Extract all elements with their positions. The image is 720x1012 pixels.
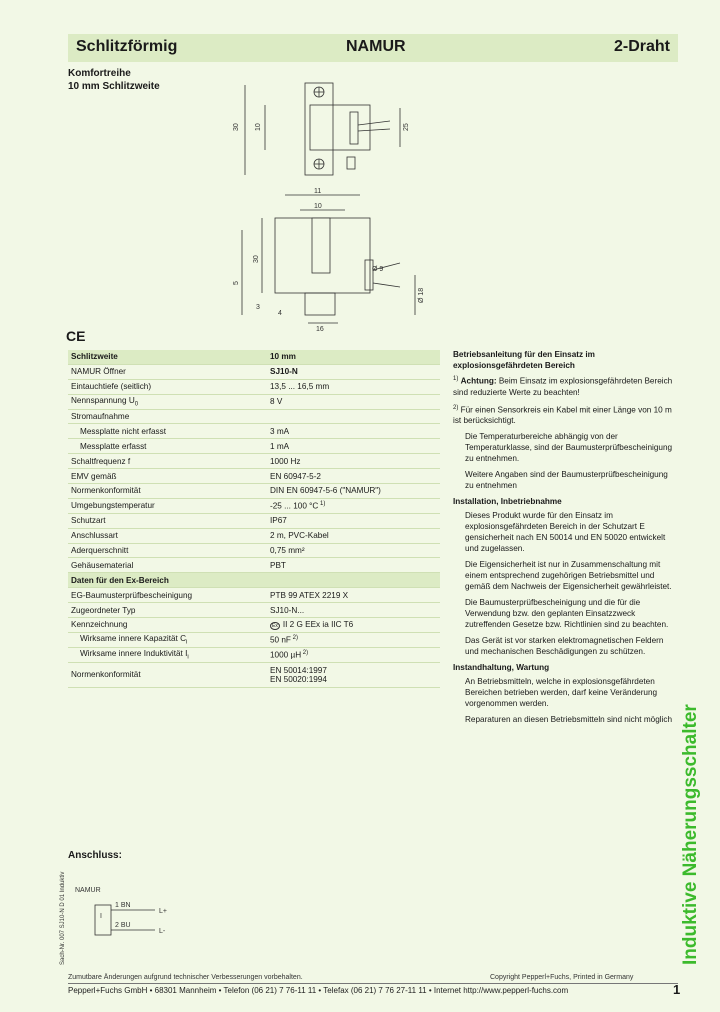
paragraph-6: Das Gerät ist vor starken elektromagnetischen Feldern und mechanischen Beschädigungen zu schützen. xyxy=(465,636,664,657)
dim-4: 4 xyxy=(278,310,282,317)
spec-label xyxy=(68,513,267,528)
spec-label-text: Zugeordneter Typ xyxy=(71,605,136,615)
spec-value-text: SJ10-N... xyxy=(270,605,305,615)
maintenance-heading: Instandhaltung, Wartung xyxy=(453,663,550,673)
spec-label xyxy=(68,424,267,439)
spec-label xyxy=(68,588,267,603)
spec-value xyxy=(267,543,440,558)
spec-label-text: NAMUR Öffner xyxy=(71,367,126,377)
spec-value xyxy=(267,573,440,588)
dim-16: 16 xyxy=(316,326,324,333)
spec-value xyxy=(267,454,440,469)
spec-value xyxy=(267,350,440,364)
spec-value-text: 2 m, PVC-Kabel xyxy=(270,531,329,541)
spec-label-sub: 0 xyxy=(134,401,139,408)
spec-label xyxy=(68,394,267,409)
footnote-1-bold: Achtung: xyxy=(460,376,497,386)
spec-row xyxy=(68,647,440,662)
spec-label xyxy=(68,603,267,618)
spec-value xyxy=(267,647,440,662)
spec-value-text: PBT xyxy=(270,560,286,570)
spec-label-text: Anschlussart xyxy=(71,531,118,541)
spec-row xyxy=(68,484,440,499)
dim-5: 5 xyxy=(233,281,240,285)
spec-value-text: EN 60947-5-2 xyxy=(270,471,321,481)
spec-label-text: Schaltfrequenz f xyxy=(71,456,131,466)
dim-10a: 10 xyxy=(255,123,262,131)
spec-table xyxy=(68,350,440,688)
spec-label-text: Messplatte nicht erfasst xyxy=(80,426,167,436)
spec-value-text: 1000 µH xyxy=(270,650,302,660)
dim-25: 25 xyxy=(403,123,410,131)
spec-row xyxy=(68,632,440,647)
spec-row xyxy=(68,469,440,484)
spec-row xyxy=(68,409,440,424)
spec-row xyxy=(68,439,440,454)
paragraph-1: Die Temperaturbereiche abhängig von der Temperaturklasse, sind der Baumusterprüfbescheinigung zu entnehmen. xyxy=(465,432,673,464)
spec-label-text: Umgebungstemperatur xyxy=(71,501,155,511)
sidebar-category: Induktive Näherungsschalter xyxy=(680,704,701,965)
dim-3: 3 xyxy=(256,304,260,311)
operating-instructions xyxy=(453,347,673,730)
ce-mark: CE xyxy=(66,328,86,344)
spec-label-text: Schlitzweite xyxy=(71,352,118,362)
spec-label-sub: i xyxy=(186,639,188,646)
spec-value-text: EN 50014:1997 xyxy=(270,665,327,675)
spec-label-text: Normenkonformität xyxy=(71,670,141,680)
spec-label xyxy=(68,662,267,687)
spec-value-text: 8 V xyxy=(270,397,283,407)
spec-value-text: 10 mm xyxy=(270,352,296,362)
header-left: Schlitzförmig xyxy=(76,38,178,55)
spec-label-sub: i xyxy=(187,654,189,661)
dim-30: 30 xyxy=(233,123,240,131)
spec-value xyxy=(267,618,440,633)
spec-row xyxy=(68,603,440,618)
footnote-1-text: Beim Einsatz im explosionsgefährdeten Bereich sind reduzierte Werte zu beachten! xyxy=(453,376,673,397)
spec-label-text: Aderquerschnitt xyxy=(71,546,129,556)
spec-label xyxy=(68,573,267,588)
spec-label xyxy=(68,439,267,454)
header-center: NAMUR xyxy=(346,38,406,55)
spec-label xyxy=(68,484,267,499)
paragraph-2: Weitere Angaben sind der Baumusterprüfbescheinigung zu entnehmen xyxy=(465,470,668,491)
dim-11: 11 xyxy=(314,188,322,195)
spec-value-text: DIN EN 60947-5-6 ("NAMUR") xyxy=(270,486,381,496)
wire-bu: 2 BU xyxy=(115,922,131,929)
connection-title: Anschluss: xyxy=(68,850,122,861)
footnote-2 xyxy=(453,403,673,427)
spec-label xyxy=(68,379,267,394)
spec-label-text: Daten für den Ex-Bereich xyxy=(71,575,169,585)
spec-value-text: 1000 Hz xyxy=(270,456,301,466)
spec-label-text: EG-Baumusterprüfbescheinigung xyxy=(71,590,193,600)
spec-value xyxy=(267,469,440,484)
footnote-1-num: 1) xyxy=(453,376,459,382)
spec-label-text: Gehäusematerial xyxy=(71,560,134,570)
spec-label-text: Kennzeichnung xyxy=(71,620,128,630)
spec-row xyxy=(68,662,440,687)
spec-value xyxy=(267,409,440,424)
spec-value xyxy=(267,528,440,543)
subtitle xyxy=(68,67,160,93)
spec-row xyxy=(68,454,440,469)
spec-label-text: EMV gemäß xyxy=(71,471,117,481)
spec-row xyxy=(68,498,440,513)
spec-value-text: -25 ... 100 °C xyxy=(270,501,319,511)
dim-10b: 10 xyxy=(314,203,322,210)
instructions-title: Betriebsanleitung für den Einsatz im explosionsgefährdeten Bereich xyxy=(453,350,595,370)
spec-label xyxy=(68,469,267,484)
spec-label-text: Wirksame innere Kapazität C xyxy=(80,634,187,644)
spec-label xyxy=(68,409,267,424)
spec-label xyxy=(68,528,267,543)
paragraph-7: An Betriebsmitteln, welche in explosionsgefährdeten Bereichen betrieben werden, darf keine Veränderung vorgenommen werden. xyxy=(465,677,658,709)
spec-label xyxy=(68,498,267,513)
dim-phi18: Ø 18 xyxy=(418,287,425,303)
footer-disclaimer: Zumutbare Änderungen aufgrund technischer Verbesserungen vorbehalten. xyxy=(68,974,303,981)
spec-label xyxy=(68,454,267,469)
sensor-symbol: I xyxy=(100,913,102,920)
header-right: 2-Draht xyxy=(613,38,670,55)
spec-value xyxy=(267,662,440,687)
spec-label xyxy=(68,543,267,558)
spec-value xyxy=(267,588,440,603)
spec-footnote-ref: 2) xyxy=(290,635,298,641)
spec-label-text: Normenkonformität xyxy=(71,486,141,496)
spec-value xyxy=(267,424,440,439)
spec-row xyxy=(68,424,440,439)
spec-value xyxy=(267,632,440,647)
footer-address: Pepperl+Fuchs GmbH • 68301 Mannheim • Telefon (06 21) 7 76-11 11 • Telefax (06 21) 7 76 27-11 11 • Internet http://www.pepperl-fuchs.com xyxy=(68,986,569,995)
spec-value-text: 50 nF xyxy=(270,635,291,645)
spec-row xyxy=(68,528,440,543)
paragraph-3: Dieses Produkt wurde für den Einsatz im explosionsgefährdeten Bereich in der Schutzart E gensicherheit nach EN 50014 und EN 50020 entwickelt und zugelassen. xyxy=(465,511,666,554)
footer-divider xyxy=(68,983,678,984)
dimension-drawing xyxy=(230,75,440,335)
footnote-2-num: 2) xyxy=(453,404,459,411)
spec-label xyxy=(68,350,267,364)
terminal-minus: L- xyxy=(159,928,166,935)
spec-row xyxy=(68,513,440,528)
wiring-diagram xyxy=(75,880,195,950)
spec-value-text: 13,5 ... 16,5 mm xyxy=(270,382,330,392)
footnote-2-text: Für einen Sensorkreis ein Kabel mit einer Länge von 10 m ist berücksichtigt. xyxy=(453,405,672,426)
spec-value-text: 3 mA xyxy=(270,426,290,436)
terminal-plus: L+ xyxy=(159,908,167,915)
spec-row xyxy=(68,379,440,394)
spec-value-text: IP67 xyxy=(270,516,287,526)
vertical-code: Sach-Nr. 007 SJ10-N D 01 Induktiv xyxy=(60,871,66,965)
spec-value xyxy=(267,498,440,513)
spec-footnote-ref: 2) xyxy=(301,649,309,656)
spec-value-text-2: EN 50020:1994 xyxy=(270,674,327,684)
footer-copyright: Copyright Pepperl+Fuchs, Printed in Germany xyxy=(490,974,634,981)
spec-value xyxy=(267,558,440,573)
page-number: 1 xyxy=(673,982,681,997)
spec-value xyxy=(267,513,440,528)
spec-value xyxy=(267,603,440,618)
spec-value xyxy=(267,379,440,394)
spec-row xyxy=(68,588,440,603)
series-name: Komfortreihe xyxy=(68,68,131,79)
slot-width-title: 10 mm Schlitzweite xyxy=(68,81,160,92)
spec-label xyxy=(68,647,267,662)
spec-label-text: Wirksame innere Induktivität I xyxy=(80,648,188,658)
spec-value-text: II 2 G EEx ia IIC T6 xyxy=(282,619,354,629)
namur-label: NAMUR xyxy=(75,887,101,894)
paragraph-4: Die Eigensicherheit ist nur in Zusammenschaltung mit einem entsprechend zugehörigen Betriebsmittel und gemäß dem Nachweis der Eigensicherheit gewährleistet. xyxy=(465,560,672,592)
spec-value xyxy=(267,394,440,409)
spec-footnote-ref: 1) xyxy=(318,500,326,507)
footnote-1 xyxy=(453,374,673,398)
installation-heading: Installation, Inbetriebnahme xyxy=(453,497,562,507)
spec-row xyxy=(68,350,440,364)
spec-value-text: PTB 99 ATEX 2219 X xyxy=(270,590,349,600)
spec-value-text: SJ10-N xyxy=(270,367,298,377)
spec-row xyxy=(68,558,440,573)
ex-mark-icon: Ex xyxy=(272,622,278,629)
spec-label-text: Eintauchtiefe (seitlich) xyxy=(71,382,152,392)
spec-value-text: 1 mA xyxy=(270,441,290,451)
spec-value xyxy=(267,364,440,379)
spec-label-text: Nennspannung U xyxy=(71,395,135,405)
paragraph-5: Die Baumusterprüfbescheinigung und die für die Verwendung bzw. den geplanten Einsatzzweck zutreffenden Gesetze bzw. Richtlinien sind zu beachten. xyxy=(465,598,669,630)
spec-label-text: Stromaufnahme xyxy=(71,412,130,421)
spec-row xyxy=(68,364,440,379)
spec-label xyxy=(68,632,267,647)
spec-label-text: Messplatte erfasst xyxy=(80,441,147,451)
spec-value xyxy=(267,439,440,454)
dim-phi9: Ø 9 xyxy=(372,266,384,273)
header-bar xyxy=(68,34,678,62)
spec-label xyxy=(68,618,267,633)
spec-value-text: 0,75 mm² xyxy=(270,546,305,556)
spec-row xyxy=(68,618,440,633)
spec-value xyxy=(267,484,440,499)
spec-label xyxy=(68,364,267,379)
spec-label-text: Schutzart xyxy=(71,516,106,526)
paragraph-8: Reparaturen an diesen Betriebsmitteln sind nicht möglich xyxy=(465,715,673,725)
spec-label xyxy=(68,558,267,573)
spec-row xyxy=(68,394,440,409)
dim-30b: 30 xyxy=(253,255,260,263)
spec-row xyxy=(68,543,440,558)
spec-row xyxy=(68,573,440,588)
wire-bn: 1 BN xyxy=(115,902,131,909)
